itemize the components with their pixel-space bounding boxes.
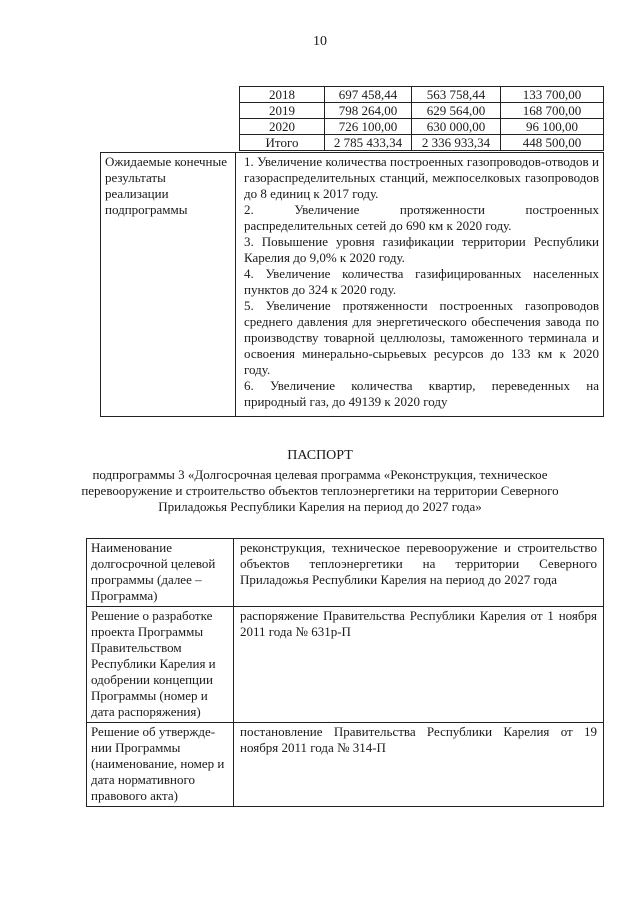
table-row [87, 539, 604, 607]
amount-cell: 168 700,00 [501, 103, 604, 119]
amount-cell: 563 758,44 [412, 87, 501, 103]
year-cell: Итого [240, 135, 325, 151]
table-row [101, 153, 604, 417]
passport-heading: ПАСПОРТ [287, 448, 353, 463]
passport-row-label: Решение о разработке проекта Программы Правительством Республики Карелия и одобрении концепции Программы (номер и дата распоряжения) [87, 607, 234, 723]
amount-cell: 448 500,00 [501, 135, 604, 151]
expected-results-label: Ожидаемые конечные результаты реализации подпрограммы [101, 153, 236, 417]
amount-cell: 96 100,00 [501, 119, 604, 135]
amount-cell: 726 100,00 [325, 119, 412, 135]
list-item: 6. Увеличение количества квартир, переведенных на природный газ, до 49139 к 2020 году [244, 378, 599, 409]
passport-row-value: постановление Правительства Республики Карелия от 19 ноября 2011 года № 314-П [234, 723, 604, 807]
list-item: 2. Увеличение протяженности построенных распределительных сетей до 690 км к 2020 году. [244, 202, 599, 233]
financing-table [239, 86, 604, 151]
passport-table [86, 538, 604, 807]
amount-cell: 697 458,44 [325, 87, 412, 103]
page-number: 10 [313, 34, 327, 49]
amount-cell: 2 336 933,34 [412, 135, 501, 151]
amount-cell: 133 700,00 [501, 87, 604, 103]
year-cell: 2018 [240, 87, 325, 103]
passport-row-value: реконструкция, техническое перевооружение и строительство объектов теплоэнергетики на территории Северного Приладожья Республики Карелия на период до 2027 года [234, 539, 604, 607]
passport-row-value: распоряжение Правительства Республики Карелия от 1 ноября 2011 года № 631р-П [234, 607, 604, 723]
passport-row-label: Наименование долгосрочной целевой программы (далее – Программа) [87, 539, 234, 607]
list-item: 1. Увеличение количества построенных газопроводов-отводов и газораспределительных станций, межпоселковых газопроводов до 8 единиц к 2017 году. [244, 154, 599, 201]
expected-results-table [100, 152, 604, 417]
table-row [240, 87, 604, 103]
amount-cell: 798 264,00 [325, 103, 412, 119]
year-cell: 2020 [240, 119, 325, 135]
amount-cell: 630 000,00 [412, 119, 501, 135]
list-item: 3. Повышение уровня газификации территории Республики Карелия до 9,0% к 2020 году. [244, 234, 599, 265]
list-item: 5. Увеличение протяженности построенных газопроводов среднего давления для энергетического обеспечения завода по производству товарной целлюлозы, таможенного терминала и освоения минерально-сырьевых ресурсов до 133 км к 2020 году. [244, 298, 599, 377]
table-row [87, 723, 604, 807]
passport-subtitle: подпрограммы 3 «Долгосрочная целевая программа «Реконструкция, техническое перевооружение и строительство объектов теплоэнергетики на территории Северного Приладожья Республики Карелия на период до 2027 года» [81, 467, 559, 514]
amount-cell: 2 785 433,34 [325, 135, 412, 151]
table-row [240, 103, 604, 119]
table-row [240, 119, 604, 135]
passport-heading-block [0, 447, 640, 515]
passport-row-label: Решение об утвержде-нии Программы (наименование, номер и дата нормативного правового акта) [87, 723, 234, 807]
list-item: 4. Увеличение количества газифицированных населенных пунктов до 324 к 2020 году. [244, 266, 599, 297]
expected-results-list [236, 153, 604, 417]
table-row [87, 607, 604, 723]
amount-cell: 629 564,00 [412, 103, 501, 119]
table-row [240, 135, 604, 151]
year-cell: 2019 [240, 103, 325, 119]
